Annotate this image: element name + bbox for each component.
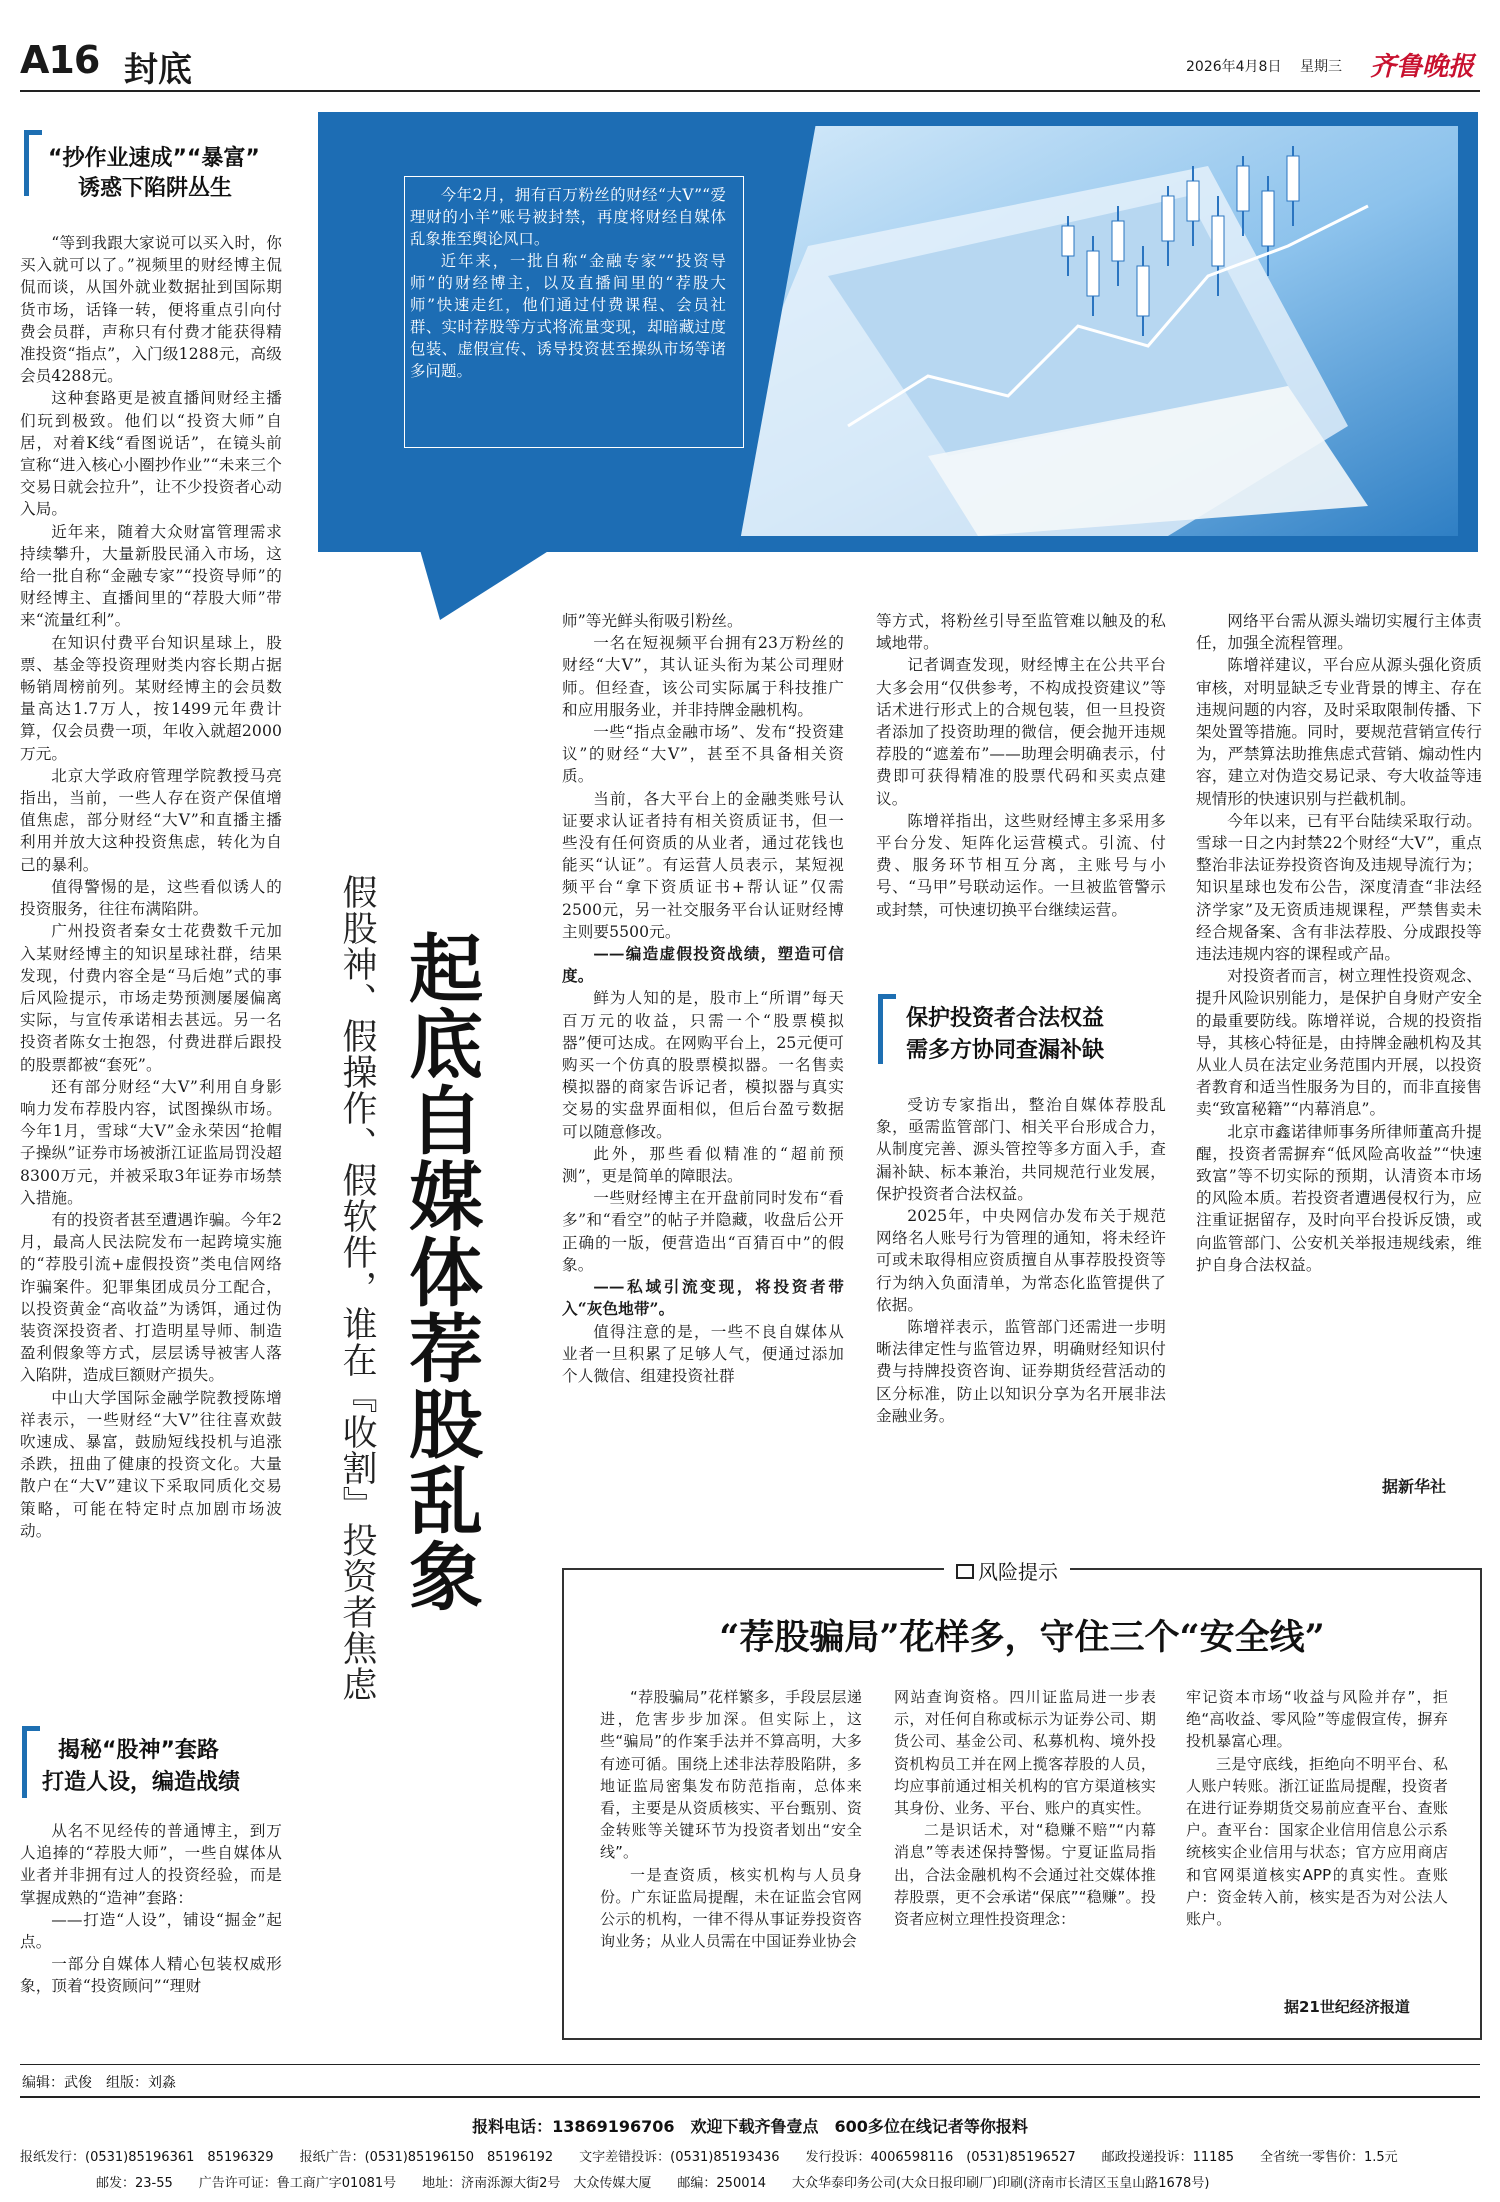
paragraph: “荐股骗局”花样繁多，手段层层递进，危害步步加深。但实际上，这些“骗局”的作案手法并不算高明，大多有迹可循。围绕上述非法荐股陷阱，多地证监局密集发布防范指南，总体来看，主要是从资质核实、平台甄别、资金转账等关键环节为投资者划出“安全线”。 bbox=[600, 1688, 862, 1862]
footer-info-row-1: 报纸发行：(0531)85196361 85196329 报纸广告：(0531)85196150 85196192 文字差错投诉：(0531)85193436 发行投诉：4006598116 (0531)85196527 邮政投递投诉：11185 全省统一零售价：1.5元 bbox=[20, 2150, 1398, 2165]
article-credit: 据新华社 bbox=[1382, 1477, 1447, 1496]
intro-paragraph-2: 近年来，一批自称“金融专家”“投资导师”的财经博主，以及直播间里的“荐股大师”快速走红，他们通过付费课程、会员社群、实时荐股等方式将流量变现，却暗藏过度包装、虚假宣传、诱导投资甚至操纵市场等诸多问题。 bbox=[410, 252, 726, 380]
footer-rule bbox=[20, 2096, 1480, 2098]
risk-column-2 bbox=[894, 1686, 1156, 2016]
paragraph: 此外，那些看似精准的“超前预测”，更是简单的障眼法。 bbox=[562, 1144, 844, 1186]
paragraph: 一部分自媒体人精心包装权威形象，顶着“投资顾问”“理财 bbox=[20, 1955, 282, 1996]
paragraph: 网站查询资格。四川证监局进一步表示，对任何自称或标示为证券公司、期货公司、基金公司、私募机构、境外投资机构员工并在网上揽客荐股的人员，均应事前通过相关机构的官方渠道核实其身份、业务、平台、账户的真实性。 bbox=[894, 1688, 1156, 1818]
risk-column-1 bbox=[600, 1686, 862, 2016]
sub-heading-3-line1: 保护投资者合法权益 bbox=[906, 1006, 1105, 1031]
intro-text bbox=[410, 184, 726, 382]
risk-tag-label: 风险提示 bbox=[978, 1560, 1058, 1584]
paragraph: 中山大学国际金融学院教授陈增祥表示，一些财经“大V”往往喜欢鼓吹速成、暴富，鼓励短线投机与追涨杀跌，扭曲了健康的投资文化。大量散户在“大V”建议下采取同质化交易策略，可能在特定时点加剧市场波动。 bbox=[20, 1388, 282, 1540]
footer-rule-top bbox=[20, 2064, 1480, 2065]
paragraph: ——编造虚假投资战绩，塑造可信度。 bbox=[562, 944, 844, 986]
paragraph: 一是查资质，核实机构与人员身份。广东证监局提醒，未在证监会官网公示的机构，一律不得从事证券投资咨询业务；从业人员需在中国证券业协会 bbox=[600, 1865, 862, 1951]
paragraph: 今年以来，已有平台陆续采取行动。雪球一日之内封禁22个财经“大V”，重点整治非法证券投资咨询及违规导流行为；知识星球也发布公告，深度清查“非法经济学家”及无资质违规课程，严禁售卖未经合规备案、含有非法荐股、分成跟投等违法违规内容的课程或产品。 bbox=[1196, 811, 1482, 964]
issue-date: 2026年4月8日 bbox=[1186, 59, 1282, 75]
section-name: 封底 bbox=[124, 50, 192, 90]
paragraph: ——打造“人设”，铺设“掘金”起点。 bbox=[20, 1910, 282, 1952]
paragraph: 陈增祥表示，监管部门还需进一步明晰法律定性与监管边界，明确财经知识付费与持牌投资咨询、证券期货经营活动的区分标准，防止以知识分享为名开展非法金融业务。 bbox=[876, 1318, 1166, 1425]
paragraph: 值得注意的是，一些不良自媒体从业者一旦积累了足够人气，便通过添加个人微信、组建投资社群 bbox=[562, 1322, 844, 1385]
column-1-text bbox=[20, 232, 282, 1718]
paragraph: “等到我跟大家说可以买入时，你买入就可以了。”视频里的财经博主侃侃而谈，从国外就业数据扯到国际期货市场，话锋一转，便将重点引向付费会员群，声称只有付费才能获得精准投资“指点”，入门级1288元，高级会员4288元。 bbox=[20, 234, 282, 386]
paragraph: ——私域引流变现，将投资者带入“灰色地带”。 bbox=[562, 1277, 844, 1319]
paragraph: 这种套路更是被直播间财经主播们玩到极致。他们以“投资大师”自居，对着K线“看图说话”，在镜头前宣称“进入核心小圈抄作业”“未来三个交易日就会拉升”，让不少投资者心动入局。 bbox=[20, 389, 282, 519]
paragraph: 牢记资本市场“收益与风险并存”，拒绝“高收益、零风险”等虚假宣传，摒弃投机暴富心理。 bbox=[1186, 1688, 1448, 1751]
editors-line: 编辑：武俊 组版：刘淼 bbox=[22, 2075, 176, 2091]
intro-paragraph-1: 今年2月，拥有百万粉丝的财经“大V”“爱理财的小羊”账号被封禁，再度将财经自媒体乱象推至舆论风口。 bbox=[410, 186, 726, 248]
paragraph: 受访专家指出，整治自媒体荐股乱象，亟需监管部门、相关平台形成合力，从制度完善、源头管控等多方面入手，查漏补缺、标本兼治，共同规范行业发展，保护投资者合法权益。 bbox=[876, 1096, 1166, 1203]
sub-heading-bracket bbox=[24, 130, 29, 196]
masthead-rule bbox=[20, 90, 1480, 92]
paragraph: 记者调查发现，财经博主在公共平台大多会用“仅供参考，不构成投资建议”等话术进行形式上的合规包装，但一旦投资者添加了投资助理的微信，便会抛开违规荐股的“遮羞布”——助理会明确表示，付费即可获得精准的股票代码和买卖点建议。 bbox=[876, 656, 1166, 808]
intro-panel bbox=[318, 112, 1478, 552]
paragraph: 陈增祥指出，这些财经博主多采用多平台分发、矩阵化运营模式。引流、付费、服务环节相互分离，主账号与小号、“马甲”号联动运作。一旦被监管警示或封禁，可快速切换平台继续运营。 bbox=[876, 811, 1166, 919]
paragraph: 鲜为人知的是，股市上“所谓”每天百万元的收益，只需一个“股票模拟器”便可达成。在网购平台上，25元便可购买一个仿真的股票模拟器。一名售卖模拟器的商家告诉记者，模拟器与真实交易的实盘界面相似，但后台盈亏数据可以随意修改。 bbox=[562, 989, 844, 1141]
sub-heading-3 bbox=[878, 994, 1168, 1074]
sub-heading-1-line2: 诱惑下陷阱丛生 bbox=[78, 176, 233, 201]
paragraph: 在知识付费平台知识星球上，股票、基金等投资理财类内容长期占据畅销周榜前列。某财经博主的会员数量高达1.7万人，按1499元年费计算，仅会员费一项，年收入就超2000万元。 bbox=[20, 633, 282, 763]
paragraph: 师”等光鲜头衔吸引粉丝。 bbox=[562, 612, 743, 630]
paragraph: 近年来，随着大众财富管理需求持续攀升，大量新股民涌入市场，这给一批自称“金融专家”“投资导师”的财经博主、直播间里的“荐股大师”带来“流量红利”。 bbox=[20, 522, 282, 630]
sub-heading-1-line1: “抄作业速成”“暴富” bbox=[48, 146, 260, 171]
hotline: 报料电话：13869196706 欢迎下载齐鲁壹点 600多位在线记者等你报料 bbox=[472, 2117, 1028, 2136]
headline-deck: 假股神、假操作、假软件，谁在『收割』投资者焦虑 bbox=[337, 874, 377, 1702]
column-4-text-cont bbox=[876, 1094, 1166, 1512]
sub-heading-1 bbox=[24, 130, 294, 208]
paragraph: 一名在短视频平台拥有23万粉丝的财经“大V”，其认证头衔为某公司理财师。但经查，该公司实际属于科技推广和应用服务业，并非持牌金融机构。 bbox=[562, 634, 844, 719]
paragraph: 网络平台需从源头端切实履行主体责任，加强全流程管理。 bbox=[1196, 612, 1482, 653]
sub-heading-2 bbox=[22, 1726, 292, 1806]
paragraph: 还有部分财经“大V”利用自身影响力发布荐股内容，试图操纵市场。今年1月，雪球“大V”金永荣因“抢帽子操纵”证券市场被浙江证监局罚没超8300万元，并被采取3年证券市场禁入措施。 bbox=[20, 1077, 282, 1207]
sub-heading-3-line2: 需多方协同查漏补缺 bbox=[906, 1038, 1105, 1063]
page-number: A16 bbox=[20, 38, 100, 82]
headline-main: 起底自媒体荐股乱象 bbox=[397, 930, 483, 1614]
risk-column-3 bbox=[1186, 1686, 1448, 1986]
footer-info-row-2: 邮发：23-55 广告许可证：鲁工商广字01081号 地址：济南泺源大街2号 大众传媒大厦 邮编：250014 大众华泰印务公司(大众日报印刷厂)印刷(济南市长清区玉皇山路1678号) bbox=[96, 2176, 1210, 2191]
paragraph: 陈增祥建议，平台应从源头强化资质审核，对明显缺乏专业背景的博主、存在违规问题的内容，及时采取限制传播、下架处置等措施。同时，要规范营销宣传行为，严禁算法助推焦虑式营销、煽动性内容，建立对伪造交易记录、夸大收益等违规情形的快速识别与拦截机制。 bbox=[1196, 656, 1482, 808]
paragraph: 从名不见经传的普通博主，到万人追捧的“荐股大师”，一些自媒体从业者并非拥有过人的投资经验，而是掌握成熟的“造神”套路： bbox=[20, 1822, 282, 1907]
document-icon bbox=[956, 1564, 974, 1579]
paragraph: 等方式，将粉丝引导至监管难以触及的私域地带。 bbox=[876, 612, 1166, 653]
paragraph: 三是守底线，拒绝向不明平台、私人账户转账。浙江证监局提醒，投资者在进行证券期货交易前应查平台、查账户。查平台：国家企业信用信息公示系统核实企业信用与状态；官方应用商店和官网渠道核实APP的真实性。查账户：资金转入前，核实是否为对公法人账户。 bbox=[1186, 1754, 1448, 1929]
issue-weekday: 星期三 bbox=[1300, 59, 1342, 75]
paragraph: 值得警惕的是，这些看似诱人的投资服务，往往布满陷阱。 bbox=[20, 877, 282, 919]
column-3-text bbox=[562, 610, 844, 1500]
paragraph: 广州投资者秦女士花费数千元加入某财经博主的知识星球社群，结果发现，付费内容全是“马后炮”式的事后风险提示，市场走势预测屡屡偏离实际，与宣传承诺相去甚远。另一名投资者陈女士抱怨，付费进群后跟投的股票都被“套死”。 bbox=[20, 922, 282, 1074]
paragraph: 一些“指点金融市场”、发布“投资建议”的财经“大V”，甚至不具备相关资质。 bbox=[562, 723, 844, 786]
paragraph: 一些财经博主在开盘前同时发布“看多”和“看空”的帖子并隐藏，收盘后公开正确的一版，便营造出“百猜百中”的假象。 bbox=[562, 1189, 844, 1274]
paragraph: 对投资者而言，树立理性投资观念、提升风险识别能力，是保护自身财产安全的最重要防线。陈增祥说，合规的投资指导，其核心特征是，由持牌金融机构及其从业人员在法定业务范围内开展，以投资者教育和适当性服务为目的，而非直接售卖“致富秘籍”“内幕消息”。 bbox=[1196, 967, 1482, 1119]
risk-tag bbox=[944, 1556, 1070, 1585]
sub-heading-2-line2: 打造人设，编造战绩 bbox=[42, 1770, 241, 1795]
paper-logo: 齐鲁晚报 bbox=[1370, 52, 1475, 82]
paragraph: 当前，各大平台上的金融类账号认证要求认证者持有相关资质证书，但一些没有任何资质的从业者，通过花钱也能买“认证”。有运营人员表示，某短视频平台“拿下资质证书+帮认证”仅需2500元，另一社交服务平台认证财经博主则要5500元。 bbox=[562, 789, 844, 941]
risk-credit: 据21世纪经济报道 bbox=[1284, 1998, 1410, 2016]
sub-heading-2-line1: 揭秘“股神”套路 bbox=[58, 1738, 219, 1763]
paragraph: 北京大学政府管理学院教授马亮指出，当前，一些人存在资产保值增值焦虑，部分财经“大V”和直播主播利用并放大这种投资焦虑，转化为自己的暴利。 bbox=[20, 766, 282, 874]
paragraph: 二是识话术，对“稳赚不赔”“内幕消息”等表述保持警惕。宁夏证监局指出，合法金融机构不会通过社交媒体推荐股票，更不会承诺“保底”“稳赚”。投资者应树立理性投资理念： bbox=[894, 1821, 1156, 1929]
intro-tail bbox=[420, 550, 550, 620]
risk-title: “荐股骗局”花样多，守住三个“安全线” bbox=[719, 1617, 1325, 1658]
column-5-text bbox=[1196, 610, 1482, 1486]
column-4-text bbox=[876, 610, 1166, 986]
paragraph: 2025年，中央网信办发布关于规范网络名人账号行为管理的通知，将未经许可或未取得相应资质擅自从事荐股投资等行为纳入负面清单，为常态化监管提供了依据。 bbox=[876, 1207, 1166, 1314]
paragraph: 有的投资者甚至遭遇诈骗。今年2月，最高人民法院发布一起跨境实施的“荐股引流+虚假投资”类电信网络诈骗案件。犯罪集团成员分工配合，以投资黄金“高收益”为诱饵，通过伪装资深投资者、打造明星导师、制造盈利假象等方式，层层诱导被害人落入陷阱，造成巨额财产损失。 bbox=[20, 1210, 282, 1385]
paragraph: 北京市鑫诺律师事务所律师董高升提醒，投资者需摒弃“低风险高收益”“快速致富”等不切实际的预期，认清资本市场的风险本质。若投资者遭遇侵权行为，应注重证据留存，及时向平台投诉反馈，或向监管部门、公安机关举报违规线索，维护自身合法权益。 bbox=[1196, 1122, 1482, 1274]
column-1-text-cont bbox=[20, 1820, 282, 2054]
